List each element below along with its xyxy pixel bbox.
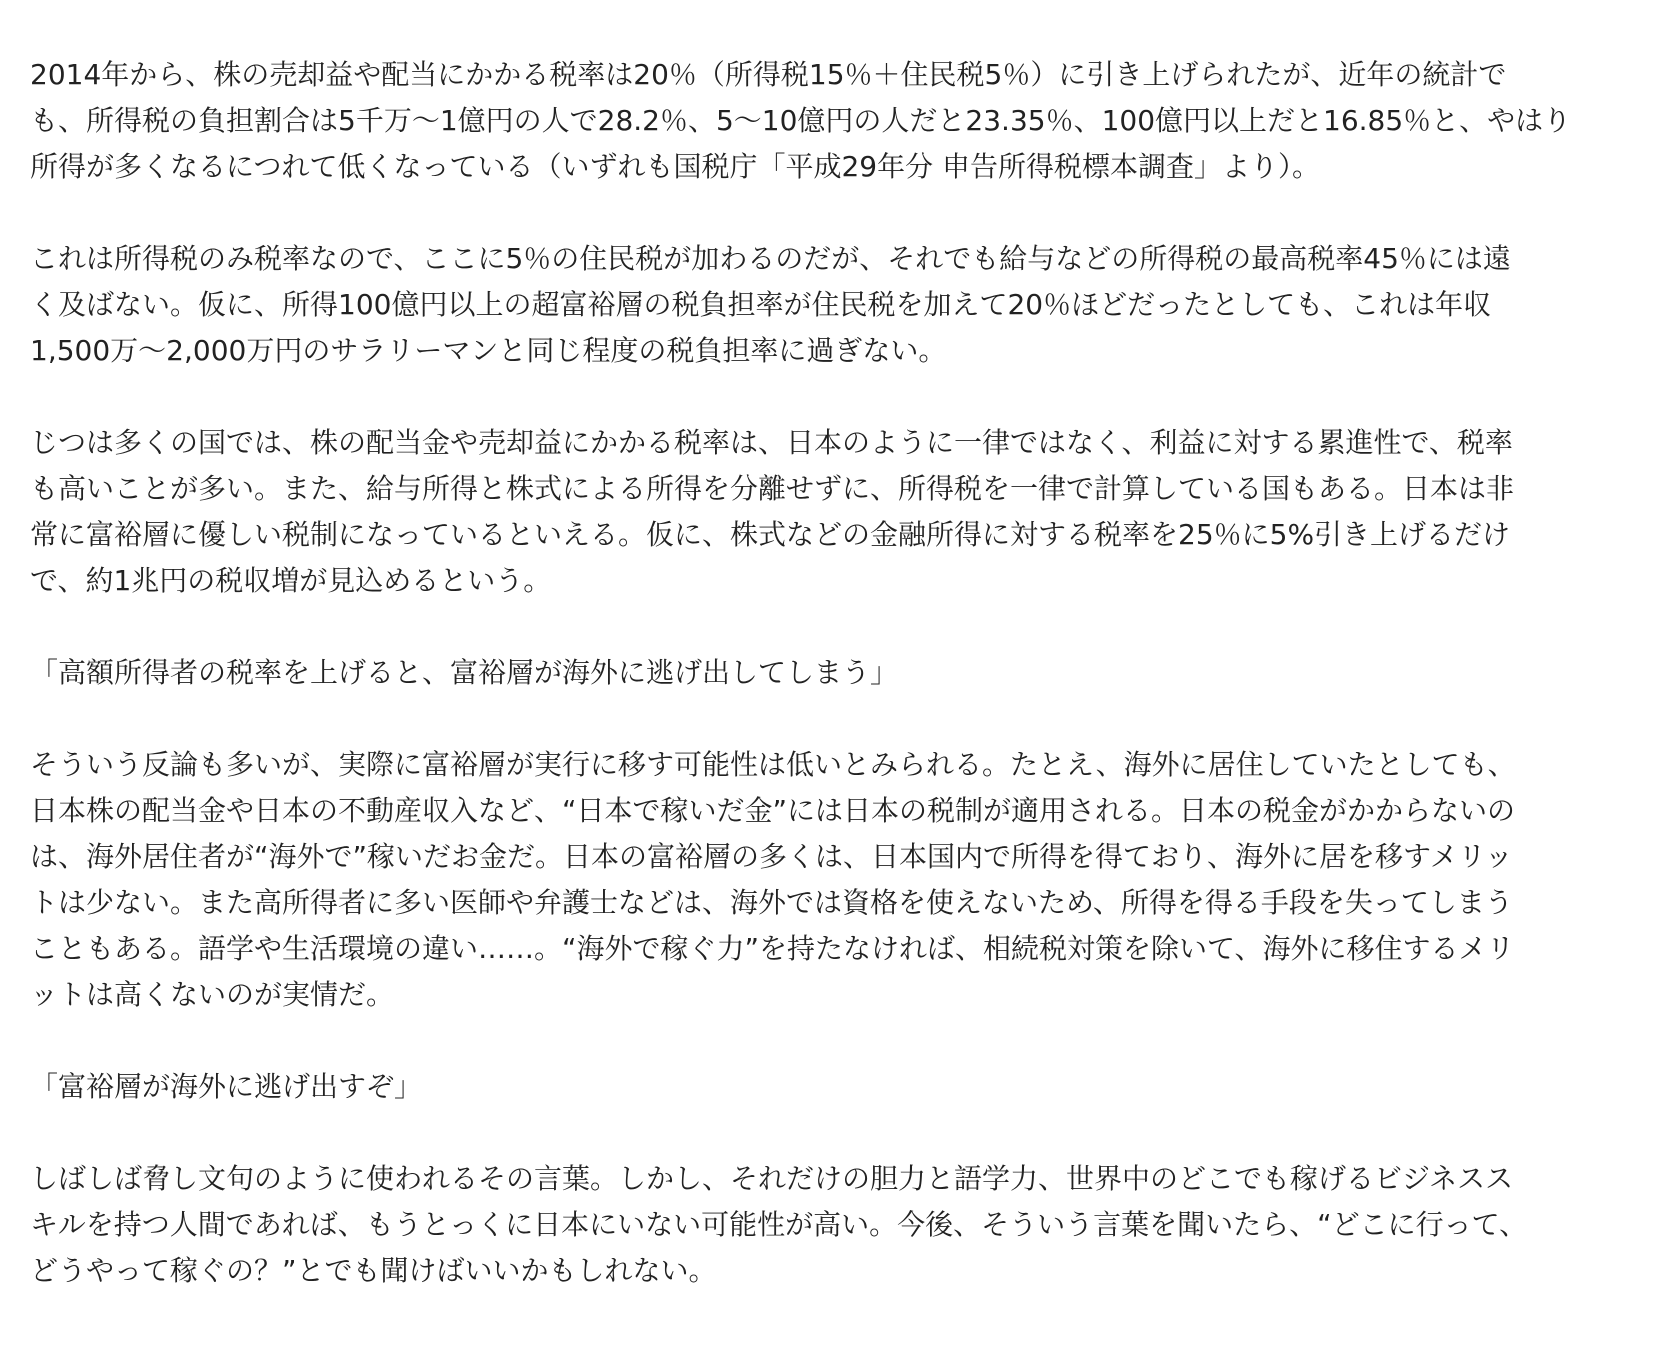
text-line: じつは多くの国では、株の配当金や売却益にかかる税率は、日本のように一律ではなく、利益に対する累進性で、税率 — [30, 426, 1513, 459]
paragraph-quote-threat — [30, 1064, 1650, 1110]
text-line: で、約1兆円の税収増が見込めるという。 — [30, 564, 552, 597]
text-line: これは所得税のみ税率なので、ここに5％の住民税が加わるのだが、それでも給与などの所得税の最高税率45％には遠 — [30, 242, 1511, 275]
text-line: 日本株の配当金や日本の不動産収入など、“日本で稼いだ金”には日本の税制が適用される。日本の税金がかからないの — [30, 794, 1516, 827]
text-line: も、所得税の負担割合は5千万〜1億円の人で28.2％、5〜10億円の人だと23.35％、100億円以上だと16.85％と、やはり — [30, 104, 1572, 137]
text-line: こともある。語学や生活環境の違い……。“海外で稼ぐ力”を持たなければ、相続税対策を除いて、海外に移住するメリ — [30, 932, 1515, 965]
text-line: どうやって稼ぐの？”とでも聞けばいいかもしれない。 — [30, 1254, 717, 1287]
text-line: も高いことが多い。また、給与所得と株式による所得を分離せずに、所得税を一律で計算している国もある。日本は非 — [30, 472, 1515, 505]
paragraph-quote-objection — [30, 650, 1650, 696]
article-body — [30, 52, 1650, 1294]
text-line: は、海外居住者が“海外で”稼いだお金だ。日本の富裕層の多くは、日本国内で所得を得ており、海外に居を移すメリッ — [30, 840, 1513, 873]
text-line: く及ばない。仮に、所得100億円以上の超富裕層の税負担率が住民税を加えて20％ほどだったとしても、これは年収 — [30, 288, 1492, 321]
text-line: しばしば脅し文句のように使われるその言葉。しかし、それだけの胆力と語学力、世界中のどこでも稼げるビジネスス — [30, 1162, 1514, 1195]
text-line: 常に富裕層に優しい税制になっているといえる。仮に、株式などの金融所得に対する税率を25％に5%引き上げるだけ — [30, 518, 1511, 551]
text-line: トは少ない。また高所得者に多い医師や弁護士などは、海外では資格を使えないため、所得を得る手段を失ってしまう — [30, 886, 1513, 919]
text-line: 「富裕層が海外に逃げ出すぞ」 — [30, 1070, 423, 1103]
text-line: ットは高くないのが実情だ。 — [30, 978, 395, 1011]
text-line: 所得が多くなるにつれて低くなっている（いずれも国税庁「平成29年分 申告所得税標本調査」より）。 — [30, 150, 1320, 183]
paragraph-conclusion — [30, 1156, 1650, 1294]
text-line: 1,500万〜2,000万円のサラリーマンと同じ程度の税負担率に過ぎない。 — [30, 334, 947, 367]
text-line: そういう反論も多いが、実際に富裕層が実行に移す可能性は低いとみられる。たとえ、海外に居住していたとしても、 — [30, 748, 1516, 781]
text-line: 「高額所得者の税率を上げると、富裕層が海外に逃げ出してしまう」 — [30, 656, 899, 689]
text-line: 2014年から、株の売却益や配当にかかる税率は20％（所得税15％＋住民税5％）に引き上げられたが、近年の統計で — [30, 58, 1507, 91]
paragraph-other-countries — [30, 420, 1650, 604]
paragraph-tax-rate-stats — [30, 52, 1650, 190]
text-line: キルを持つ人間であれば、もうとっくに日本にいない可能性が高い。今後、そういう言葉を聞いたら、“どこに行って、 — [30, 1208, 1528, 1241]
paragraph-rebuttal — [30, 742, 1650, 1018]
paragraph-resident-tax — [30, 236, 1650, 374]
